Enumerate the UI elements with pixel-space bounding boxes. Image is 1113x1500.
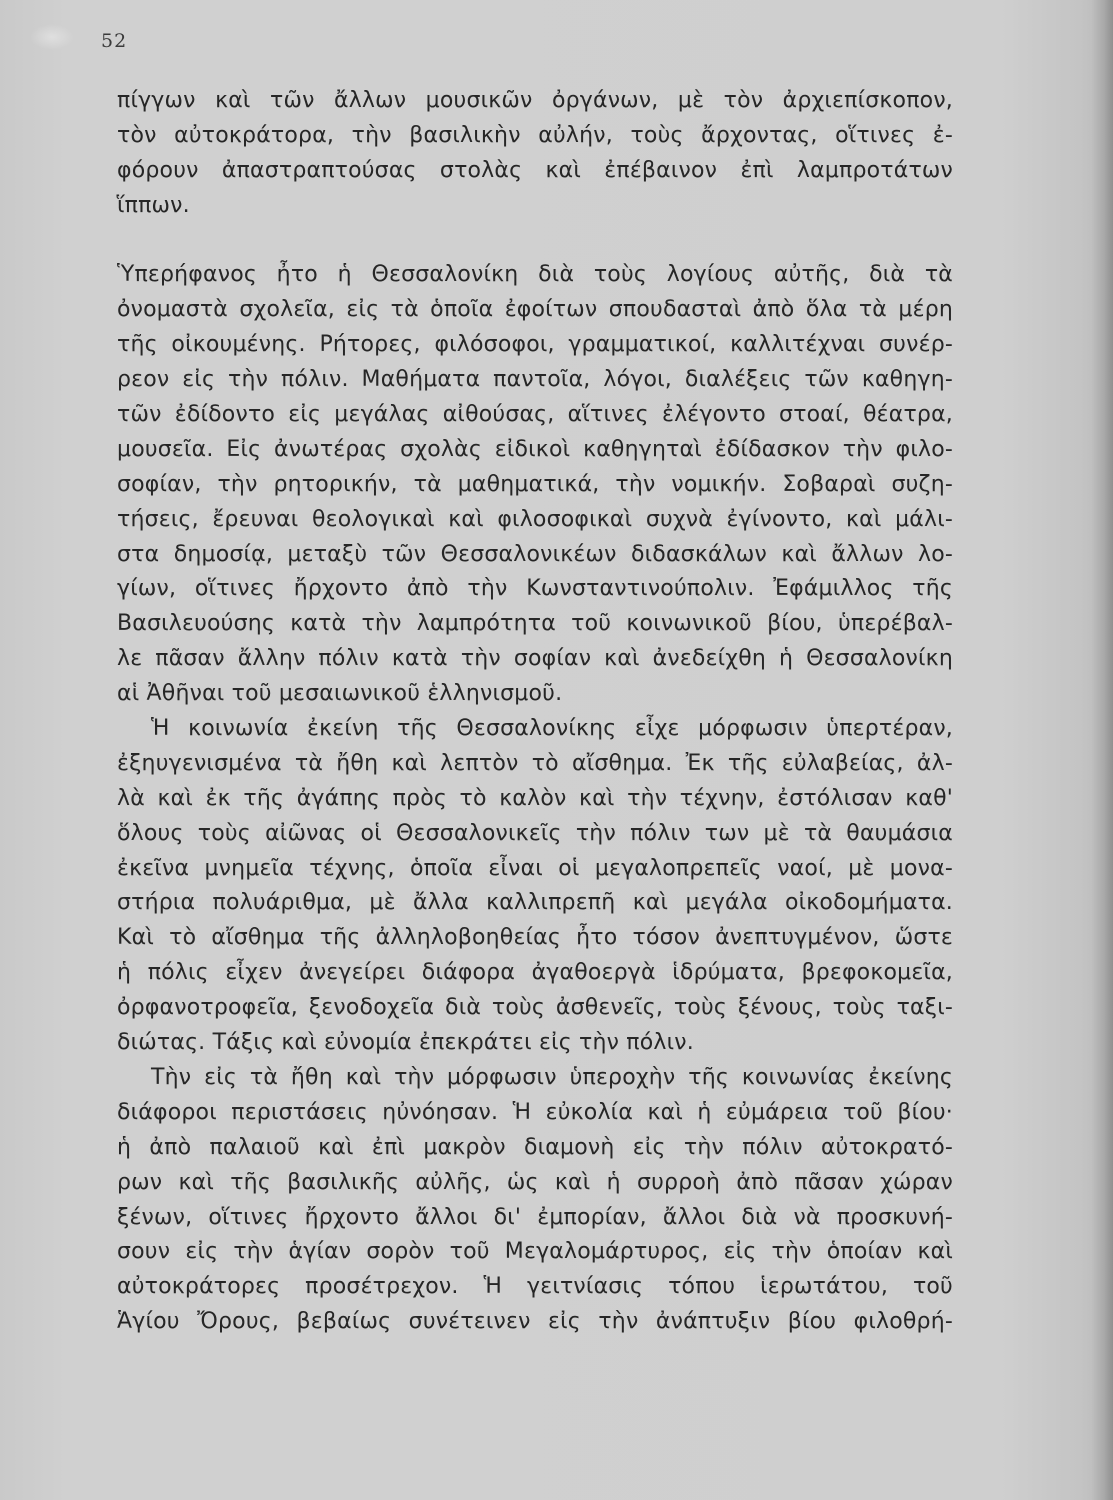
text-line: μουσεῖα. Εἰς ἀνωτέρας σχολὰς εἰδικοὶ καθηγηταὶ ἐδίδασκον τὴν φιλο- — [117, 436, 953, 462]
text-line: πίγγων καὶ τῶν ἄλλων μουσικῶν ὀργάνων, μὲ τὸν ἀρχιεπίσκοπον, — [117, 88, 953, 113]
text-line: ἐκεῖνα μνημεῖα τέχνης, ὁποῖα εἶναι οἱ μεγαλοπρεπεῖς ναοί, μὲ μονα- — [117, 855, 953, 881]
text-line: τῆς οἰκουμένης. Ρήτορες, φιλόσοφοι, γραμματικοί, καλλιτέχναι συνέρ- — [117, 332, 953, 358]
text-line: γίων, οἵτινες ἤρχοντο ἀπὸ τὴν Κωνσταντινούπολιν. Ἐφάμιλλος τῆς — [117, 576, 953, 602]
text-line: αἱ Ἀθῆναι τοῦ μεσαιωνικοῦ ἑλληνισμοῦ. — [117, 681, 563, 707]
text-line: Βασιλευούσης κατὰ τὴν λαμπρότητα τοῦ κοινωνικοῦ βίου, ὑπερέβαλ- — [117, 611, 953, 637]
text-line: ρεον εἰς τὴν πόλιν. Μαθήματα παντοῖα, λόγοι, διαλέξεις τῶν καθηγη- — [117, 367, 953, 393]
page-corner-mark — [30, 24, 74, 50]
body-text — [117, 84, 953, 1340]
text-line: ὀρφανοτροφεῖα, ξενοδοχεῖα διὰ τοὺς ἀσθενεῖς, τοὺς ξένους, τοὺς ταξι- — [117, 995, 953, 1021]
text-line: στα δημοσίᾳ, μεταξὺ τῶν Θεσσαλονικέων διδασκάλων καὶ ἄλλων λο- — [117, 541, 953, 567]
text-line: ρων καὶ τῆς βασιλικῆς αὐλῆς, ὡς καὶ ἡ συρροὴ ἀπὸ πᾶσαν χώραν — [117, 1169, 953, 1195]
text-line: διάφοροι περιστάσεις ηὐνόησαν. Ἡ εὐκολία καὶ ἡ εὐμάρεια τοῦ βίου· — [117, 1099, 953, 1125]
paragraph-gap — [117, 224, 953, 259]
text-line: ἡ πόλις εἶχεν ἀνεγείρει διάφορα ἀγαθοεργὰ ἱδρύματα, βρεφοκομεῖα, — [117, 960, 953, 986]
text-line: Τὴν εἰς τὰ ἤθη καὶ τὴν μόρφωσιν ὑπεροχὴν τῆς κοινωνίας ἐκείνης — [151, 1064, 953, 1090]
text-line: τὸν αὐτοκράτορα, τὴν βασιλικὴν αὐλήν, τοὺς ἄρχοντας, οἵτινες ἐ- — [117, 122, 953, 148]
text-line: στήρια πολυάριθμα, μὲ ἄλλα καλλιπρεπῆ καὶ μεγάλα οἰκοδομήματα. — [117, 890, 953, 916]
paragraph-4 — [117, 1061, 953, 1340]
text-line: ἐξηυγενισμένα τὰ ἤθη καὶ λεπτὸν τὸ αἴσθημα. Ἐκ τῆς εὐλαβείας, ἀλ- — [117, 750, 953, 776]
text-line: ἡ ἀπὸ παλαιοῦ καὶ ἐπὶ μακρὸν διαμονὴ εἰς τὴν πόλιν αὐτοκρατό- — [117, 1134, 953, 1160]
text-line: σοφίαν, τὴν ρητορικήν, τὰ μαθηματικά, τὴν νομικήν. Σοβαραὶ συζη- — [117, 471, 953, 497]
text-line: λε πᾶσαν ἄλλην πόλιν κατὰ τὴν σοφίαν καὶ ἀνεδείχθη ἡ Θεσσαλονίκη — [117, 646, 953, 672]
text-line: Ἡ κοινωνία ἐκείνη τῆς Θεσσαλονίκης εἶχε μόρφωσιν ὑπερτέραν, — [151, 716, 953, 742]
text-line: ὀνομαστὰ σχολεῖα, εἰς τὰ ὁποῖα ἐφοίτων σπουδασταὶ ἀπὸ ὅλα τὰ μέρη — [117, 297, 953, 323]
text-line: σουν εἰς τὴν ἁγίαν σορὸν τοῦ Μεγαλομάρτυρος, εἰς τὴν ὁποίαν καὶ — [117, 1239, 953, 1265]
text-line: Ὑπερήφανος ἦτο ἡ Θεσσαλονίκη διὰ τοὺς λογίους αὐτῆς, διὰ τὰ — [117, 262, 953, 288]
text-line: ὅλους τοὺς αἰῶνας οἱ Θεσσαλονικεῖς τὴν πόλιν των μὲ τὰ θαυμάσια — [117, 820, 953, 846]
text-line: ἵππων. — [117, 192, 190, 218]
text-line: λὰ καὶ ἐκ τῆς ἀγάπης πρὸς τὸ καλὸν καὶ τὴν τέχνην, ἐστόλισαν καθ' — [117, 785, 953, 811]
spine-shadow — [1091, 0, 1113, 1500]
page-number: 52 — [101, 30, 128, 52]
text-line: τήσεις, ἔρευναι θεολογικαὶ καὶ φιλοσοφικαὶ συχνὰ ἐγίνοντο, καὶ μάλι- — [117, 506, 953, 532]
text-line: διώτας. Τάξις καὶ εὐνομία ἐπεκράτει εἰς τὴν πόλιν. — [117, 1030, 694, 1056]
text-line: φόρουν ἀπαστραπτούσας στολὰς καὶ ἐπέβαινον ἐπὶ λαμπροτάτων — [117, 157, 953, 183]
text-line: αὐτοκράτορες προσέτρεχον. Ἡ γειτνίασις τόπου ἱερωτάτου, τοῦ — [117, 1274, 953, 1300]
paragraph-3 — [117, 712, 953, 1061]
text-line: ξένων, οἵτινες ἤρχοντο ἄλλοι δι' ἐμπορίαν, ἄλλοι διὰ νὰ προσκυνή- — [117, 1204, 953, 1230]
paragraph-1 — [117, 84, 953, 224]
text-line: Καὶ τὸ αἴσθημα τῆς ἀλληλοβοηθείας ἦτο τόσον ἀνεπτυγμένον, ὥστε — [117, 925, 953, 951]
paragraph-2 — [117, 258, 953, 712]
text-line: τῶν ἐδίδοντο εἰς μεγάλας αἰθούσας, αἵτινες ἐλέγοντο στοαί, θέατρα, — [117, 402, 953, 428]
text-line: Ἁγίου Ὄρους, βεβαίως συνέτεινεν εἰς τὴν ἀνάπτυξιν βίου φιλοθρή- — [117, 1309, 953, 1335]
